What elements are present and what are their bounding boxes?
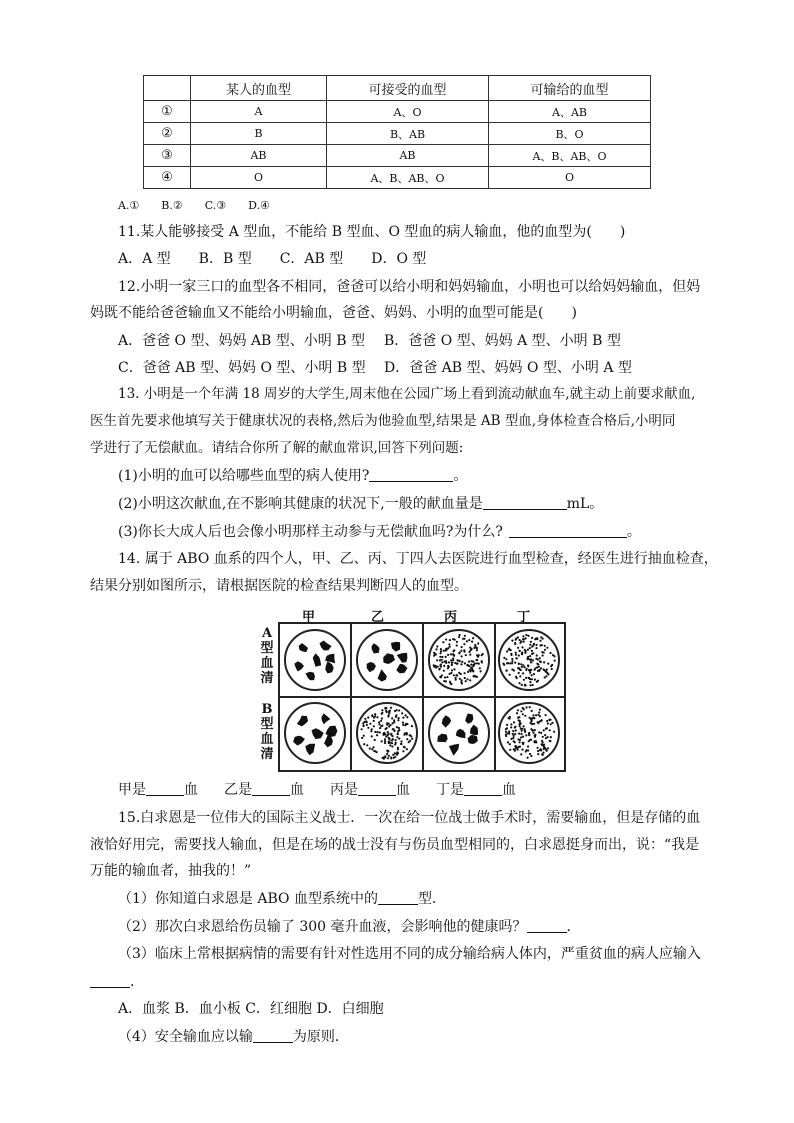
blood-sample-drawings	[280, 624, 564, 770]
fig-row-label-b-serum: B型血清	[260, 702, 274, 762]
table-cell: ①	[144, 101, 191, 123]
q15-stem-line1: 15.白求恩是一位伟大的国际主义战士．一次在给一位战士做手术时，需要输血，但是存储的血	[118, 810, 701, 826]
blood-sample-circle	[499, 703, 559, 763]
q12-stem-line2: 妈既不能给爸爸输血又不能给小明输血，爸爸、妈妈、小明的血型可能是( )	[90, 305, 577, 321]
q13-sub3	[118, 522, 641, 542]
q15-stem-line3: 万能的输血者，抽我的！”	[90, 863, 252, 879]
q11-options: A．A 型 B．B 型 C．AB 型 D．O 型	[118, 251, 427, 267]
q12-option-c: C．爸爸 AB 型、妈妈 O 型、小明 B 型	[118, 360, 366, 376]
table-cell: ②	[144, 123, 191, 145]
table-cell: B、O	[489, 123, 651, 145]
answer-blank[interactable]	[483, 495, 567, 510]
q14-ans-bing: 丙是	[330, 782, 358, 798]
q14-unit: 血	[290, 782, 304, 798]
q13-sub1-text: (1)小明的血可以给哪些血型的病人使用?	[118, 468, 370, 484]
blood-sample-circle	[429, 630, 489, 690]
fig-col-label: 乙	[371, 610, 385, 625]
answer-blank[interactable]	[146, 781, 184, 796]
q14-stem-line1: 14. 属于 ABO 血系的四个人，甲、乙、丙、丁四人去医院进行血型检查，经医生进行抽血检查，	[118, 551, 718, 567]
q14-stem-line2: 结果分别如图所示，请根据医院的检查结果判断四人的血型。	[90, 578, 468, 594]
q15-sub1	[118, 889, 446, 909]
table-row	[144, 123, 651, 145]
table-header-cell	[144, 76, 191, 101]
table-row	[144, 101, 651, 123]
q14-ans-jia: 甲是	[118, 782, 146, 798]
answer-blank[interactable]	[378, 890, 418, 905]
answer-blank[interactable]	[253, 1028, 293, 1043]
q14-ans-yi: 乙是	[224, 782, 252, 798]
q15-sub4	[118, 1027, 349, 1047]
q15-sub4-text: （4）安全输血应以输	[118, 1029, 253, 1045]
q12-option-d: D．爸爸 AB 型、妈妈 O 型、小明 A 型	[384, 360, 632, 376]
blood-sample-circle	[285, 703, 345, 763]
table-row	[144, 167, 651, 189]
table-header-cell: 可输给的血型	[489, 76, 651, 101]
table-header-cell: 可接受的血型	[327, 76, 489, 101]
q14-unit: 血	[184, 782, 198, 798]
table-cell: A、B、AB、O	[489, 145, 651, 167]
table-cell: B	[191, 123, 327, 145]
blood-type-table	[143, 75, 651, 189]
q12-option-a: A．爸爸 O 型、妈妈 AB 型、小明 B 型	[118, 333, 365, 349]
fig-col-label: 丁	[517, 610, 531, 625]
table-cell: ④	[144, 167, 191, 189]
blood-sample-circle	[357, 703, 417, 763]
q14-unit: 血	[396, 782, 410, 798]
q15-sub2	[118, 917, 581, 937]
table-header-row	[144, 76, 651, 101]
q14-ans-ding: 丁是	[436, 782, 464, 798]
q14-unit: 血	[502, 782, 516, 798]
fig-row-label-a-serum: A型血清	[260, 626, 274, 686]
table-cell: ③	[144, 145, 191, 167]
table-cell: O	[191, 167, 327, 189]
q15-sub2-text: （2）那次白求恩给伤员输了 300 毫升血液，会影响他的健康吗？	[118, 919, 527, 935]
blood-sample-circle	[357, 630, 417, 690]
blood-sample-circle	[499, 630, 559, 690]
answer-blank[interactable]	[527, 918, 567, 933]
table-header-cell: 某人的血型	[191, 76, 327, 101]
blood-sample-circle	[285, 630, 345, 690]
answer-blank[interactable]	[358, 781, 396, 796]
q13-sub3-text: (3)你长大成人后也会像小明那样主动参与无偿献血吗?为什么?	[118, 524, 503, 540]
q13-sub2	[118, 494, 603, 514]
q13-sub1	[118, 466, 467, 486]
table-cell: AB	[327, 145, 489, 167]
fig-col-label: 丙	[444, 610, 458, 625]
q13-stem-line3: 学进行了无偿献血。请结合你所了解的献血常识,回答下列问题:	[90, 440, 464, 456]
q12-stem-line1: 12.小明一家三口的血型各不相同，爸爸可以给小明和妈妈输血，小明也可以给妈妈输血，但妈	[118, 279, 701, 295]
q15-sub1-end: 型．	[417, 891, 446, 907]
q13-stem-line1: 13. 小明是一个年满 18 周岁的大学生,周末他在公园广场上看到流动献血车,就主动上前要求献血,	[118, 386, 696, 402]
q15-options: A．血浆 B．血小板 C．红细胞 D．白细胞	[118, 1001, 384, 1017]
table-cell: A、AB	[489, 101, 651, 123]
table-cell: AB	[191, 145, 327, 167]
q15-sub4-end: 为原则．	[292, 1029, 349, 1045]
answer-blank[interactable]	[90, 973, 130, 988]
q15-sub3: （3）临床上常根据病情的需要有针对性选用不同的成分输给病人体内，严重贫血的病人应输入	[118, 946, 701, 962]
q15-sub3-end: ．	[130, 974, 144, 990]
q15-stem-line2: 液恰好用完，需要找人输血，但是在场的战士没有与伤员血型相同的，白求恩挺身而出，说：“我是	[90, 837, 700, 853]
table-cell: A、O	[327, 101, 489, 123]
fig-col-label: 甲	[302, 610, 316, 625]
q15-sub2-end: ．	[566, 919, 581, 935]
q13-sub2-end: mL。	[566, 496, 604, 512]
answer-blank[interactable]	[464, 781, 502, 796]
answer-blank[interactable]	[509, 523, 627, 538]
q14-answers	[118, 780, 516, 800]
blood-test-figure	[258, 606, 568, 772]
table-cell: O	[489, 167, 651, 189]
answer-blank[interactable]	[369, 467, 453, 482]
table-cell: A、B、AB、O	[327, 167, 489, 189]
q13-sub1-end: 。	[453, 468, 468, 484]
q13-sub3-end: 。	[626, 524, 641, 540]
q15-sub1-text: （1）你知道白求恩是 ABO 血型系统中的	[118, 891, 378, 907]
q13-sub2-text: (2)小明这次献血,在不影响其健康的状况下,一般的献血量是	[118, 496, 483, 512]
table-cell: A	[191, 101, 327, 123]
table-row	[144, 145, 651, 167]
table-cell: B、AB	[327, 123, 489, 145]
q11-stem: 11.某人能够接受 A 型血，不能给 B 型血、O 型血的病人输血，他的血型为( )	[118, 224, 626, 240]
q15-sub3-blank-line	[90, 972, 144, 992]
q10-options: A.① B.② C.③ D.④	[118, 199, 270, 212]
q13-stem-line2: 医生首先要求他填写关于健康状况的表格,然后为他验血型,结果是 AB 型血,身体检查合格后,小明同	[90, 413, 676, 429]
q12-option-b: B．爸爸 O 型、妈妈 A 型、小明 B 型	[384, 333, 621, 349]
answer-blank[interactable]	[252, 781, 290, 796]
blood-sample-circle	[429, 703, 489, 763]
fig-grid	[278, 622, 566, 772]
